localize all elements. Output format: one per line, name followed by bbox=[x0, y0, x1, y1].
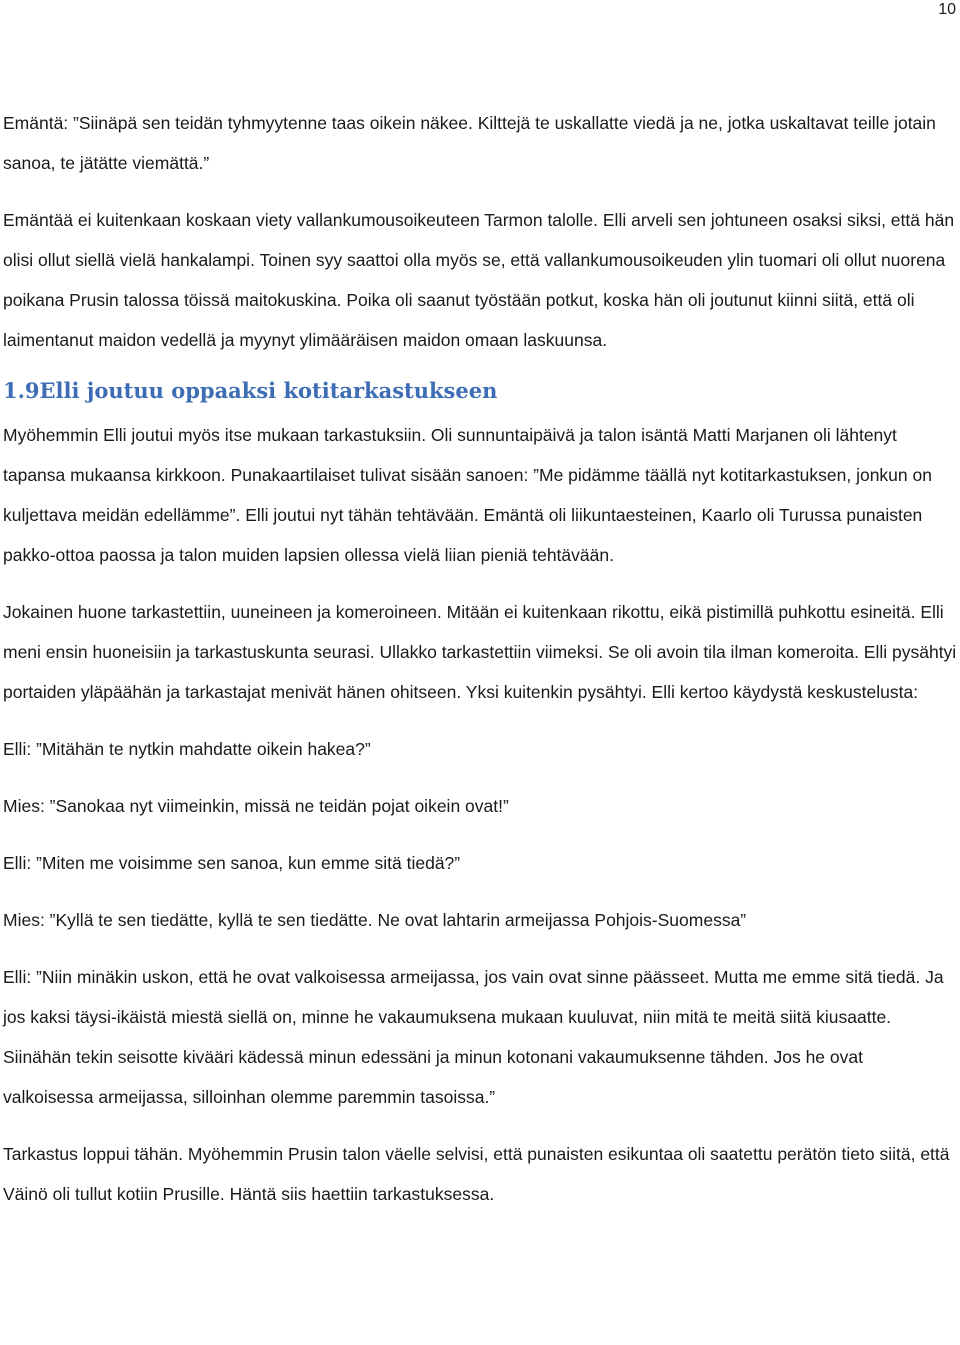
dialog-line-mies-1: Mies: ”Sanokaa nyt viimeinkin, missä ne teidän pojat oikein ovat!” bbox=[3, 796, 509, 816]
document-body bbox=[3, 103, 957, 1214]
paragraph-tarkastus-loppui: Tarkastus loppui tähän. Myöhemmin Prusin talon väelle selvisi, että punaisten esikuntaa oli saatettu perätön tieto siitä, että Väinö oli tullut kotiin Prusille. Häntä siis haettiin tarkastuksessa. bbox=[3, 1144, 950, 1204]
paragraph-huoneet: Jokainen huone tarkastettiin, uuneineen ja komeroineen. Mitään ei kuitenkaan rikottu, eikä pistimillä puhkottu esineitä. Elli meni ensin huoneisiin ja tarkastuskunta seurasi. Ullakko tarkastettiin viimeksi. Se oli avoin tila ilman komeroita. Elli pysähtyi portaiden yläpäähän ja tarkastajat menivät hänen ohitseen. Yksi kuitenkin pysähtyi. Elli kertoo käydystä keskustelusta: bbox=[3, 602, 957, 702]
dialog-line-mies-2: Mies: ”Kyllä te sen tiedätte, kyllä te sen tiedätte. Ne ovat lahtarin armeijassa Pohjois-Suomessa” bbox=[3, 910, 747, 930]
dialog-line-elli-3: Elli: ”Niin minäkin uskon, että he ovat valkoisessa armeijassa, jos vain ovat sinne päässeet. Mutta me emme sitä tiedä. Ja jos kaksi täysi-ikäistä miestä siellä on, minne he vakaumuksena mukaan kuuluvat, niin mitä te meitä siitä kiusaatte. Siinähän tekin seisotte kivääri kädessä minun edessäni ja minun kotonani vakaumuksenne tähden. Jos he ovat valkoisessa armeijassa, silloinhan olemme paremmin tasoissa.” bbox=[3, 967, 944, 1107]
page-number: 10 bbox=[938, 1, 956, 18]
dialog-line-elli-2: Elli: ”Miten me voisimme sen sanoa, kun emme sitä tiedä?” bbox=[3, 853, 461, 873]
dialog-line-elli-1: Elli: ”Mitähän te nytkin mahdatte oikein hakea?” bbox=[3, 739, 371, 759]
paragraph-tarkastukset: Myöhemmin Elli joutui myös itse mukaan tarkastuksiin. Oli sunnuntaipäivä ja talon isäntä Matti Marjanen oli lähtenyt tapansa mukaansa kirkkoon. Punakaartilaiset tulivat sisään sanoen: ”Me pidämme täällä nyt kotitarkastuksen, jonkun on kuljettava meidän edellämme”. Elli joutui nyt tähän tehtävään. Emäntä oli liikuntaesteinen, Kaarlo oli Turussa punaisten pakko-ottoa paossa ja talon muiden lapsien ollessa vielä liian pieniä tehtävään. bbox=[3, 425, 932, 565]
paragraph-emanta-quote: Emäntä: ”Siinäpä sen teidän tyhmyytenne taas oikein näkee. Kilttejä te uskallatte viedä ja ne, jotka uskaltavat teille jotain sanoa, te jätätte viemättä.” bbox=[3, 113, 936, 173]
paragraph-vallankumousoikeus: Emäntää ei kuitenkaan koskaan viety vallankumousoikeuteen Tarmon talolle. Elli arveli sen johtuneen osaksi siksi, että hän olisi ollut siellä vielä hankalampi. Toinen syy saattoi olla myös se, että vallankumousoikeuden ylin tuomari oli ollut nuorena poikana Prusin talossa töissä maitokuskina. Poika oli saanut työstään potkut, koska hän oli joutunut kiinni siitä, että oli laimentanut maidon vedellä ja myynyt ylimääräisen maidon omaan laskuunsa. bbox=[3, 210, 955, 350]
section-heading: 1.9Elli joutuu oppaaksi kotitarkastukseen bbox=[3, 378, 498, 403]
